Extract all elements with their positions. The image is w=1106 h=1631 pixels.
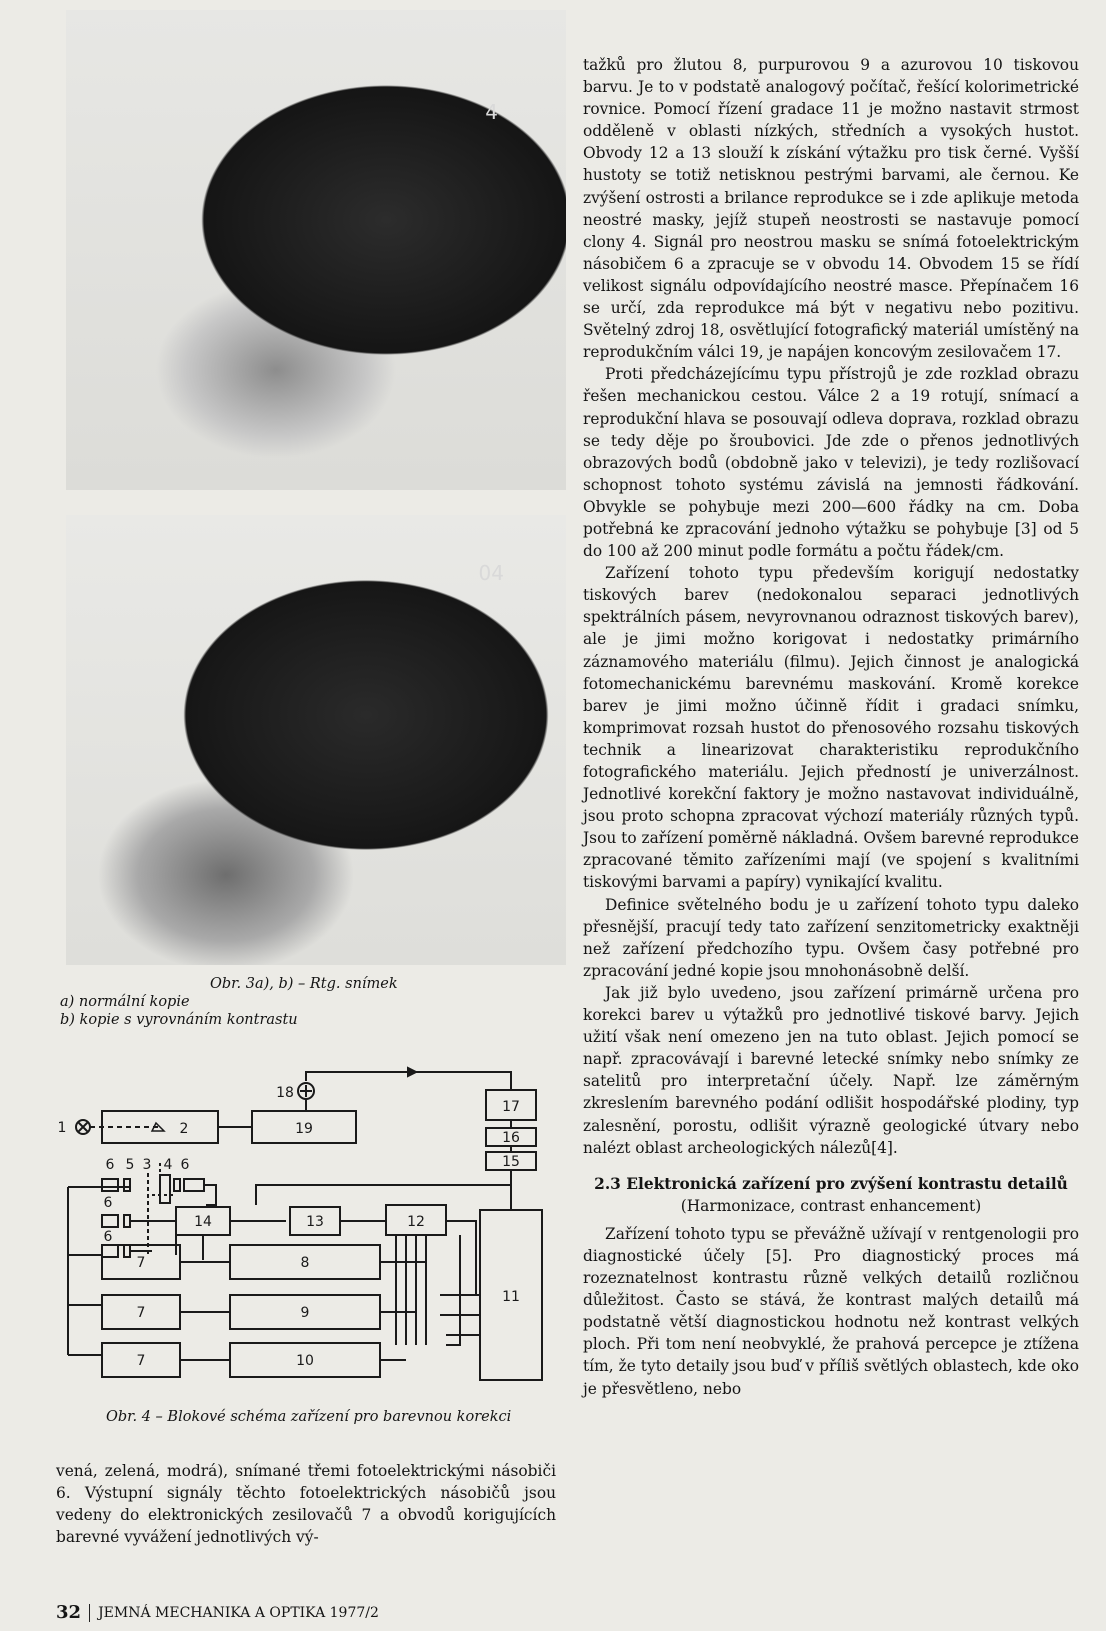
- label-18: 18: [276, 1085, 294, 1101]
- block-diagram: [56, 1045, 556, 1395]
- page-number: 32: [56, 1602, 82, 1623]
- photo-b-label: 04: [478, 561, 504, 585]
- paragraph-2: Proti předcházejícímu typu přístrojů je zde rozklad obrazu řešen mechanickou cestou. Válce 2 a 19 rotují, snímací a reprodukční hlava se posouvají odleva doprava, rozklad obrazu se tedy děje po šroubovici. Jde zde o přenos jednotlivých obrazových bodů (obdobně jako v televizi), je tedy rozlišovací schopnost tohoto systému závislá na jemnosti řádkování. Obvykle se pohybuje mezi 200—600 řádky na cm. Doba potřebná ke zpracování jednoho výtažku se pohybuje [3] od 5 do 100 až 200 minut podle formátu a počtu řádek/cm.: [583, 365, 1079, 561]
- footer-divider: [89, 1604, 90, 1622]
- label-3: 3: [142, 1157, 152, 1173]
- label-8: 8: [300, 1255, 310, 1271]
- paragraph-4: Definice světelného bodu je u zařízení tohoto typu daleko přesnější, pracují tedy tato zařízení senzitometricky exaktněji než zařízení předchozího typu. Ovšem časy potřebné pro zpracování jedné kopie jsou mnohonásobně delší.: [583, 895, 1079, 980]
- label-15: 15: [502, 1154, 520, 1170]
- page-footer: [56, 1602, 379, 1623]
- photo-a-label: 4: [485, 100, 498, 124]
- label-7c: 7: [136, 1353, 146, 1369]
- label-13: 13: [306, 1214, 324, 1230]
- label-16: 16: [502, 1130, 520, 1146]
- label-17: 17: [502, 1099, 520, 1115]
- figure4-caption: Obr. 4 – Blokové schéma zařízení pro barevnou korekci: [106, 1409, 512, 1425]
- label-5: 5: [125, 1157, 135, 1173]
- right-text-column: [583, 54, 1079, 1400]
- label-7a: 7: [136, 1255, 146, 1271]
- label-9: 9: [300, 1305, 310, 1321]
- label-6c: 6: [103, 1195, 113, 1211]
- arrow-17-18: [408, 1068, 416, 1076]
- label-19: 19: [295, 1121, 313, 1137]
- paragraph-1: tažků pro žlutou 8, purpurovou 9 a azurovou 10 tiskovou barvu. Je to v podstatě analogový počítač, řešící kolorimetrické rovnice. Pomocí řízení gradace 11 je možno nastavit strmost odděleně v oblasti nízkých, středních a vysokých hustot. Obvody 12 a 13 slouží k získání výtažku pro tisk černé. Vyšší hustoty se totiž netisknou pestrými barvami, ale černou. Ke zvýšení ostrosti a brilance reprodukce se i zde aplikuje metoda neostré masky, jejíž stupeň neostrosti se nastavuje pomocí clony 4. Signál pro neostrou masku se snímá fotoelektrickým násobičem 6 a zpracuje se v obvodu 14. Obvodem 15 se řídí velikost signálu odpovídajícího neostré masce. Přepínačem 16 se určí, zda reprodukce má být v negativu nebo pozitivu. Světelný zdroj 18, osvětlující fotografický materiál umístěný na reprodukčním válci 19, je napájen koncovým zesilovačem 17.: [583, 56, 1079, 362]
- label-7b: 7: [136, 1305, 146, 1321]
- figure3-caption-title: Obr. 3a), b) – Rtg. snímek: [210, 976, 398, 992]
- label-1: 1: [57, 1120, 67, 1136]
- paragraph-3: Zařízení tohoto typu především korigují nedostatky tiskových barev (nedokonalou separaci jednotlivých spektrálních pásem, nevyrovnanou odraznost tiskových barev), ale je jimi možno korigovat i nedostatky primárního záznamového materiálu (filmu). Jejich činnost je analogická fotomechanickému barevnému maskování. Kromě korekce barev je jimi možno účinně řídit i gradaci snímku, komprimovat rozsah hustot do přenosového rozsahu tiskových technik a linearizovat charakteristiku reprodukčního fotografického materiálu. Jejich předností je univerzálnost. Jednotlivé korekční faktory je možno nastavovat individuálně, jsou proto schopna zpracovat výchozí materiály různých typů. Jsou to zařízení poměrně nákladná. Ovšem barevné reprodukce zpracované těmito zařízeními mají (ve spojení s kvalitními tiskovými barvami a papíry) vynikající kvalitu.: [583, 564, 1079, 892]
- label-6d: 6: [103, 1229, 113, 1245]
- label-2: 2: [179, 1121, 189, 1137]
- xray-photo-b: [66, 515, 566, 965]
- journal-title: JEMNÁ MECHANIKA A OPTIKA 1977/2: [98, 1604, 379, 1621]
- xray-photo-a: [66, 10, 566, 490]
- left-paragraph-1: vená, zelená, modrá), snímané třemi fotoelektrickými násobiči 6. Výstupní signály těchto fotoelektrických násobičů jsou vedeny do elektronických zesilovačů 7 a obvodů korigujících barevné vyvážení jednotlivých vý-: [56, 1462, 556, 1547]
- label-6: 6: [105, 1157, 115, 1173]
- left-text-column: [56, 1460, 556, 1548]
- figure3-caption-a: a) normální kopie: [60, 994, 190, 1010]
- paragraph-6: Zařízení tohoto typu se převážně užívají v rentgenologii pro diagnostické účely [5]. Pro diagnostický proces má rozeznatelnost kontrastu různě velkých detailů rozličnou důležitost. Často se stává, že kontrast malých detailů má podstatně větší diagnostickou hodnotu než kontrast velkých ploch. Při tom není neobvyklé, že prahová percepce je ztížena tím, že tyto detaily jsou buď v příliš světlých oblastech, kde oko je přesvětleno, nebo: [583, 1224, 1079, 1398]
- figure3-caption-b: b) kopie s vyrovnáním kontrastu: [60, 1012, 298, 1028]
- label-4: 4: [163, 1157, 173, 1173]
- label-6b: 6: [180, 1157, 190, 1173]
- paragraph-5: Jak již bylo uvedeno, jsou zařízení primárně určena pro korekci barev u výtažků pro jednotlivé tiskové barvy. Jejich užití však není omezeno jen na tuto oblast. Jejich pomocí se např. zpracovávají i barevné letecké snímky nebo snímky ze satelitů pro interpretační účely. Např. lze záměrným zkreslením barevného podání odlišit hospodářské plodiny, typ zalesnění, porostu, odlišit výrazně geologické útvary nebo nalézt oblast archeologických nálezů[4].: [583, 983, 1079, 1157]
- label-10: 10: [296, 1353, 314, 1369]
- label-11: 11: [502, 1289, 520, 1305]
- section-heading: 2.3 Elektronická zařízení pro zvýšení kontrastu detailů: [594, 1174, 1068, 1193]
- label-12: 12: [407, 1214, 425, 1230]
- section-subheading: (Harmonizace, contrast enhancement): [680, 1196, 982, 1215]
- label-14: 14: [194, 1214, 212, 1230]
